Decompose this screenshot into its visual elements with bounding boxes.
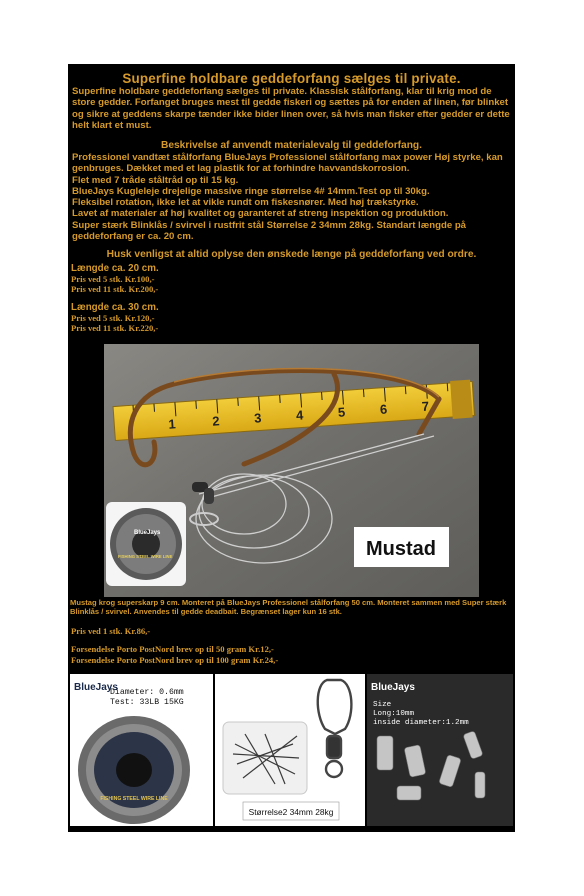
- materials-title: Beskrivelse af anvendt materialevalg til geddeforfang.: [160, 140, 422, 151]
- option-length: Længde ca. 30 cm.: [71, 302, 159, 313]
- svg-text:6: 6: [379, 401, 388, 417]
- crimp-inside: inside diameter:1.2mm: [373, 719, 469, 727]
- option-price: Pris ved 5 stk. Kr.120,-: [71, 313, 155, 323]
- photo-swivels: [215, 674, 365, 826]
- option-price: Pris ved 11 stk. Kr.220,-: [71, 323, 159, 333]
- svg-text:7: 7: [421, 398, 430, 415]
- svg-text:4: 4: [295, 407, 304, 423]
- materials-line: Fleksibel rotation, ikke let at vikle rundt om fiskesnører. Med høj trækstyrke.: [72, 197, 419, 209]
- single-price: Pris ved 1 stk. Kr.86,-: [71, 626, 151, 636]
- leader-photo-illustration: [104, 344, 479, 597]
- photo-wire-spool: [70, 674, 213, 826]
- materials-line: Professionel vandtæt stålforfang BlueJays Professionel stålforfang max power Høj styrke, kan genbruges. Dækket med et lag plastik for at forhindre havvandskorrosion.: [72, 152, 503, 175]
- materials-line: Super stærk Blinklås / svirvel i rustfrit stål Størrelse 2 34mm 28kg. Standart længde på geddeforfang er ca. 20 cm.: [72, 219, 467, 243]
- spool-brand: BlueJays: [74, 682, 118, 693]
- spool-label: FISHING STEEL WIRE LINE: [100, 796, 168, 802]
- crimp-brand: BlueJays: [371, 682, 415, 693]
- product-photo-leader: [104, 344, 479, 597]
- photo-crimp-sleeves: [367, 674, 513, 826]
- materials-list: [72, 152, 513, 242]
- wire-spool-inset: [106, 502, 186, 586]
- option-length: Længde ca. 20 cm.: [71, 263, 159, 274]
- shipping-info: [71, 644, 278, 665]
- spool-inset-brand: BlueJays: [134, 530, 161, 536]
- shipping-line: Forsendelse Porto PostNord brev op til 50 gram Kr.12,-: [71, 644, 274, 654]
- spool-test: Test: 33LB 15KG: [110, 698, 184, 707]
- materials-line: BlueJays Kugleleje drejelige massive ringe størrelse 4# 14mm.Test op til 30kg.: [72, 185, 430, 197]
- option-price: Pris ved 11 stk. Kr.200,-: [71, 284, 159, 294]
- page-title: Superfine holdbare geddeforfang sælges til private.: [122, 71, 461, 86]
- shipping-line: Forsendelse Porto PostNord brev op til 100 gram Kr.24,-: [71, 654, 279, 665]
- swivel-size-label: Størrelse2 34mm 28kg: [248, 807, 334, 817]
- svg-text:5: 5: [337, 404, 346, 420]
- materials-line: Flet med 7 tråde ståltråd op til 15 kg.: [72, 174, 239, 186]
- svg-text:Mustad: Mustad: [366, 538, 436, 560]
- option-price: Pris ved 5 stk. Kr.100,-: [71, 274, 155, 284]
- snap-swivel-shape: [318, 680, 352, 777]
- svg-text:1: 1: [167, 416, 177, 432]
- materials-line: Lavet af materialer af høj kvalitet og garanteret af streng inspektion og produktion.: [72, 208, 449, 220]
- svg-text:2: 2: [211, 413, 221, 429]
- crimp-long: Long:10mm: [373, 710, 415, 718]
- photo-caption: Mustag krog superskarp 9 cm. Monteret på BlueJays Professionel stålforfang 50 cm. Monteret sammen med Super stærk Blinklås / svirvel. Anvendes til gedde deadbait. Begrænset lager kun 16 stk.: [70, 598, 507, 617]
- product-photos-row: [70, 674, 513, 826]
- spool-inset-label: FISHING STEEL WIRE LINE: [118, 554, 173, 559]
- mustad-logo: [354, 527, 449, 567]
- crimp-size: Size: [373, 701, 392, 709]
- intro-paragraph: Superfine holdbare geddeforfang sælges til private. Klassisk stålforfang, klar til krig mod de store gedder. Forfanget bruges mest til gedde fiskeri og sættes på for enden af linen, før blinket og sikre at geddens skarpe tænder ikke bider linen over, så hvis man fisker efter gedder er dette helt klart et must.: [72, 86, 510, 132]
- order-notice: Husk venligst at altid oplyse den ønskede længe på geddeforfang ved ordre.: [106, 249, 477, 260]
- content-panel: [68, 64, 515, 832]
- svg-text:3: 3: [253, 410, 262, 426]
- spool-diameter: Diameter: 0.6mm: [110, 688, 184, 697]
